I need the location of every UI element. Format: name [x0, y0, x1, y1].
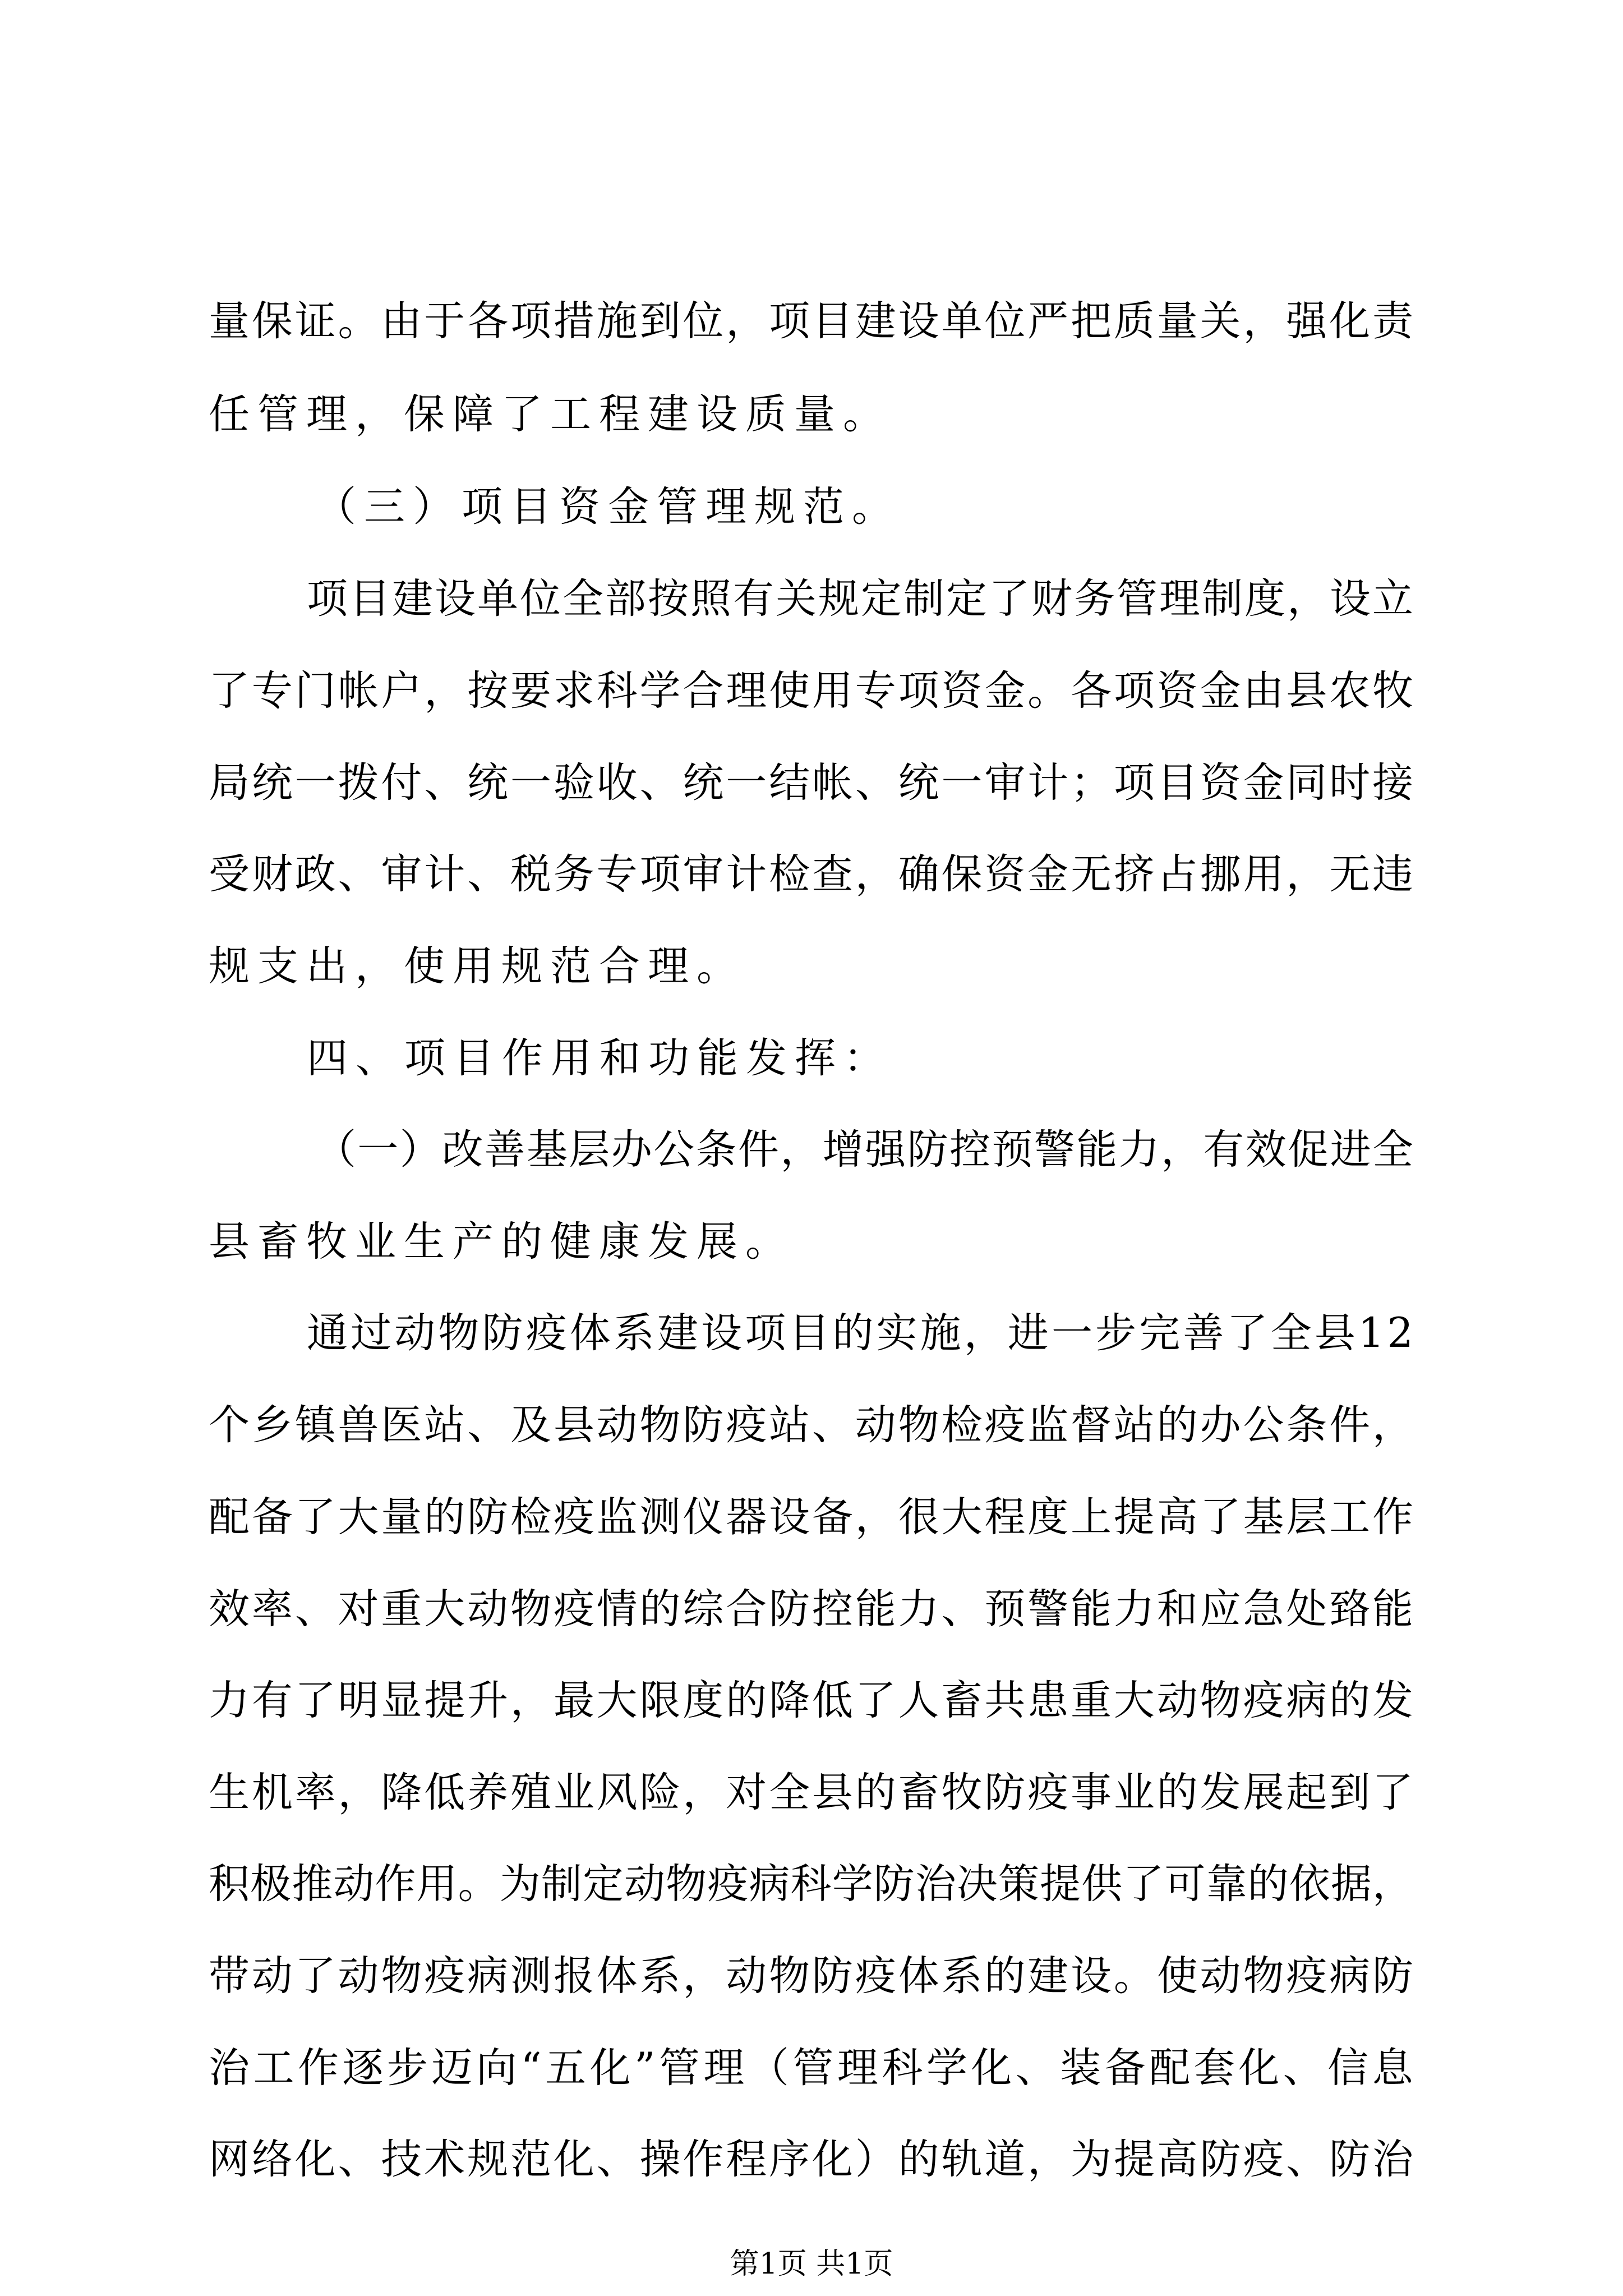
body-line: 效率、对重大动物疫情的综合防控能力、预警能力和应急处臵能 [209, 1585, 1415, 1633]
body-line: 积极推动作用。为制定动物疫病科学防治决策提供了可靠的依据， [209, 1860, 1414, 1908]
section-heading: （三）项目资金管理规范。 [315, 483, 901, 531]
body-line: 带动了动物疫病测报体系，动物防疫体系的建设。使动物疫病防 [209, 1952, 1415, 2000]
body-line: 了专门帐户，按要求科学合理使用专项资金。各项资金由县农牧 [209, 667, 1415, 715]
page-footer: 第1页 共1页 [730, 2247, 893, 2281]
section-heading: （一）改善基层办公条件，增强防控预警能力，有效促进全 [315, 1126, 1415, 1174]
body-line: 网络化、技术规范化、操作程序化）的轨道，为提高防疫、防治 [209, 2136, 1415, 2183]
body-line: 受财政、审计、税务专项审计检查，确保资金无挤占挪用，无违 [209, 850, 1415, 898]
body-line: 生机率，降低养殖业风险，对全县的畜牧防疫事业的发展起到了 [209, 1769, 1415, 1816]
body-line: 治工作逐步迈向“五化”管理（管理科学化、装备配套化、信息 [209, 2044, 1417, 2092]
body-line: 项目建设单位全部按照有关规定制定了财务管理制度，设立 [307, 575, 1415, 623]
body-line: 量保证。由于各项措施到位，项目建设单位严把质量关，强化责 [209, 297, 1415, 345]
body-line: 通过动物防疫体系建设项目的实施，进一步完善了全县12 [307, 1309, 1417, 1357]
body-line: 任管理，保障了工程建设质量。 [209, 390, 892, 438]
body-line: 配备了大量的防检疫监测仪器设备，很大程度上提高了基层工作 [209, 1493, 1415, 1541]
section-heading: 县畜牧业生产的健康发展。 [209, 1218, 794, 1266]
section-heading: 四、项目作用和功能发挥： [307, 1034, 892, 1082]
body-line: 局统一拨付、统一验收、统一结帐、统一审计；项目资金同时接 [209, 759, 1415, 807]
body-line: 力有了明显提升，最大限度的降低了人畜共患重大动物疫病的发 [209, 1677, 1415, 1724]
body-line: 个乡镇兽医站、及县动物防疫站、动物检疫监督站的办公条件， [209, 1401, 1415, 1449]
body-line: 规支出，使用规范合理。 [209, 942, 745, 990]
